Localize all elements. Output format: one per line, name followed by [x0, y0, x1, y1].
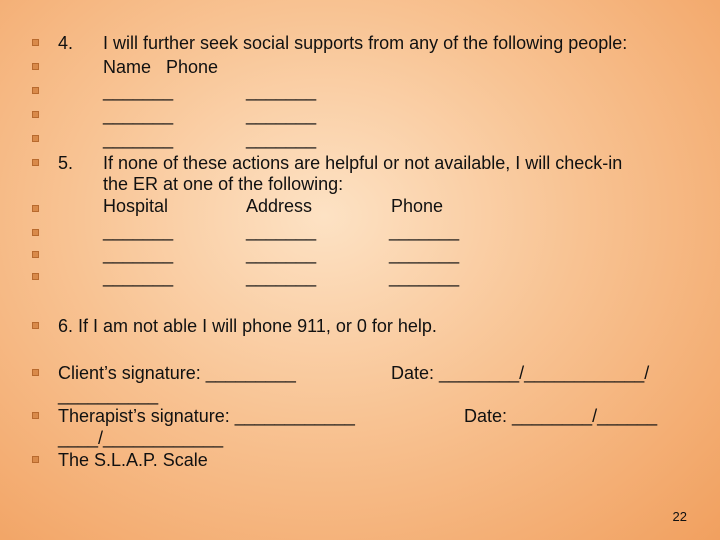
bullet-marker: [32, 135, 39, 142]
bullet-marker: [32, 412, 39, 419]
therapist-signature-line2: ____/____________: [58, 428, 224, 448]
item5-col-hospital: Hospital: [103, 196, 169, 216]
bullet-marker: [32, 251, 39, 258]
item5-number: 5.: [58, 153, 74, 173]
client-signature-date: Date: ________/____________/: [391, 363, 650, 383]
bullet-marker: [32, 87, 39, 94]
bullet-marker: [32, 273, 39, 280]
item4-blank-row1-name: _______: [103, 81, 174, 101]
item4-blank-row3-name: _______: [103, 129, 174, 149]
item5-line2: the ER at one of the following:: [103, 174, 344, 194]
bullet-marker: [32, 456, 39, 463]
bullet-marker: [32, 322, 39, 329]
client-signature-label: Client’s signature: _________: [58, 363, 296, 383]
item5-blank-row2-address: _______: [246, 244, 317, 264]
item4-number: 4.: [58, 33, 74, 53]
client-signature-line2: __________: [58, 385, 159, 405]
item4-line2: Name Phone: [103, 57, 219, 77]
bullet-marker: [32, 369, 39, 376]
item6-text: 6. If I am not able I will phone 911, or 0 for help.: [58, 316, 437, 336]
bullet-marker: [32, 205, 39, 212]
item4-blank-row1-phone: _______: [246, 81, 317, 101]
therapist-signature-date: Date: ________/______: [464, 406, 658, 426]
item4-blank-row2-phone: _______: [246, 105, 317, 125]
item5-blank-row2-phone: _______: [389, 244, 460, 264]
item5-blank-row1-hospital: _______: [103, 221, 174, 241]
item5-blank-row1-phone: _______: [389, 221, 460, 241]
bullet-marker: [32, 159, 39, 166]
item5-line1: If none of these actions are helpful or not available, I will check-in: [103, 153, 623, 173]
item5-blank-row3-phone: _______: [389, 267, 460, 287]
bullet-marker: [32, 229, 39, 236]
page-number: 22: [672, 509, 687, 524]
scale-title: The S.L.A.P. Scale: [58, 450, 208, 470]
item5-col-address: Address: [246, 196, 313, 216]
item4-blank-row2-name: _______: [103, 105, 174, 125]
item5-blank-row3-hospital: _______: [103, 267, 174, 287]
bullet-marker: [32, 39, 39, 46]
therapist-signature-label: Therapist’s signature: ____________: [58, 406, 355, 426]
bullet-marker: [32, 111, 39, 118]
item4-line1: I will further seek social supports from any of the following people:: [103, 33, 628, 53]
item5-blank-row2-hospital: _______: [103, 244, 174, 264]
item4-blank-row3-phone: _______: [246, 129, 317, 149]
item5-col-phone: Phone: [391, 196, 444, 216]
item5-blank-row1-address: _______: [246, 221, 317, 241]
item5-blank-row3-address: _______: [246, 267, 317, 287]
bullet-marker: [32, 63, 39, 70]
